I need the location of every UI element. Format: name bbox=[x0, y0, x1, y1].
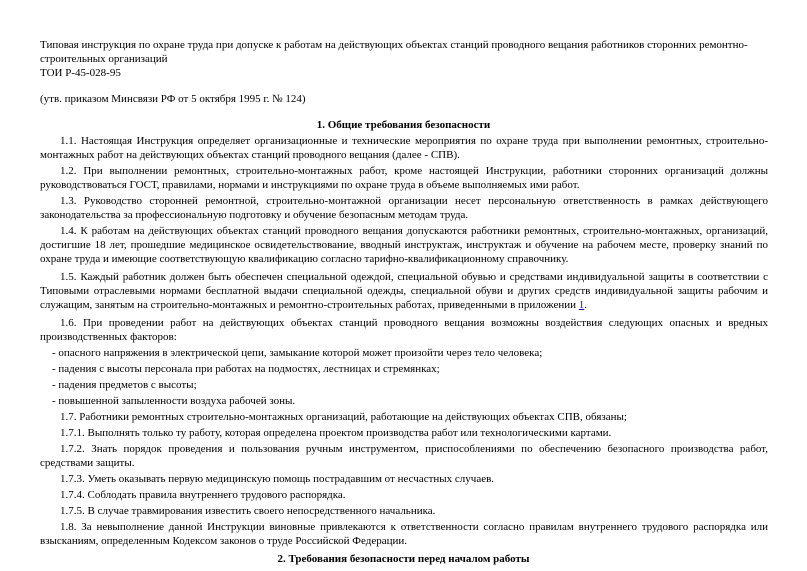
paragraph-1-7: 1.7. Работники ремонтных строительно-монтажных организаций, работающие на действующих объектах СПВ, обязаны; bbox=[60, 411, 627, 423]
paragraph-1-3: 1.3. Руководство сторонней ремонтной, строительно-монтажной организации несет персональную ответственность в рамках действующего законодательства за профессиональную подготовку и обучение безопасным методам труда. bbox=[40, 195, 768, 221]
document-code: ТОИ Р-45-028-95 bbox=[40, 67, 121, 79]
paragraph-1-5 bbox=[40, 270, 768, 312]
hazard-item: - падения предметов с высоты; bbox=[52, 379, 197, 391]
paragraph-1-8: 1.8. За невыполнение данной Инструкции виновные привлекаются к ответственности согласно правилам внутреннего трудового распорядка или взысканиям, определенным Кодексом законов о труде Российской Федерации. bbox=[40, 521, 768, 547]
paragraph-1-6: 1.6. При проведении работ на действующих объектах станций проводного вещания возможны воздействия следующих опасных и вредных производственных факторов: bbox=[40, 317, 768, 343]
paragraph-1-1: 1.1. Настоящая Инструкция определяет организационные и технические мероприятия по охране труда при выполнении ремонтных, строительно-монтажных работ на действующих объектах станций проводного вещания (далее - СПВ). bbox=[40, 135, 768, 161]
hazard-item: - опасного напряжения в электрической цепи, замыкание которой может произойти через тело человека; bbox=[52, 347, 543, 359]
document-title: Типовая инструкция по охране труда при допуске к работам на действующих объектах станций проводного вещания работников сторонних ремонтно-строительных организаций bbox=[40, 39, 748, 65]
paragraph-1-7-5: 1.7.5. В случае травмирования известить своего непосредственного начальника. bbox=[60, 505, 436, 517]
paragraph-1-5-end: . bbox=[584, 299, 588, 311]
appendix-link[interactable]: 1 bbox=[578, 299, 585, 311]
paragraph-1-7-3: 1.7.3. Уметь оказывать первую медицинскую помощь пострадавшим от несчастных случаев. bbox=[60, 473, 495, 485]
section-2-heading: 2. Требования безопасности перед началом работы bbox=[277, 553, 530, 565]
paragraph-1-7-2: 1.7.2. Знать порядок проведения и пользования ручным инструментом, приспособлениями по обеспечению безопасного производства работ, средствами защиты. bbox=[40, 443, 768, 469]
hazard-item: - падения с высоты персонала при работах на подмостях, лестницах и стремянках; bbox=[52, 363, 440, 375]
paragraph-1-2: 1.2. При выполнении ремонтных, строительно-монтажных работ, кроме настоящей Инструкции, работники сторонних организаций должны руководствоваться ГОСТ, правилами, нормами и инструкциями по охране труда в объеме выполняемых ими работ. bbox=[40, 165, 768, 191]
hazard-item: - повышенной запыленности воздуха рабочей зоны. bbox=[52, 395, 296, 407]
paragraph-1-4: 1.4. К работам на действующих объектах станций проводного вещания допускаются работники ремонтных, строительно-монтажных, организаций, достигшие 18 лет, прошедшие медицинское освидетельствование, вводный инструктаж, инструктаж и обучение на рабочем месте, проверку знаний по охране труда и имеющие соответствующую квалификацию согласно тарифно-квалификационному справочнику. bbox=[40, 225, 768, 265]
paragraph-1-7-1: 1.7.1. Выполнять только ту работу, которая определена проектом производства работ или технологическими картами. bbox=[60, 427, 612, 439]
paragraph-1-7-4: 1.7.4. Соблодать правила внутреннего трудового распорядка. bbox=[60, 489, 346, 501]
paragraph-1-5-text: 1.5. Каждый работник должен быть обеспечен специальной одеждой, специальной обувью и средствами индивидуальной защиты в соответствии с Типовыми отраслевыми нормами бесплатной выдачи специальной одежды, специальной обуви и других средств индивидуальной защиты рабочим и служащим, занятым на строительно-монтажных и ремонтно-строительных работах, приведенными в приложении bbox=[40, 271, 768, 311]
approval-note: (утв. приказом Минсвязи РФ от 5 октября 1995 г. № 124) bbox=[40, 93, 306, 105]
section-1-heading: 1. Общие требования безопасности bbox=[316, 119, 491, 131]
